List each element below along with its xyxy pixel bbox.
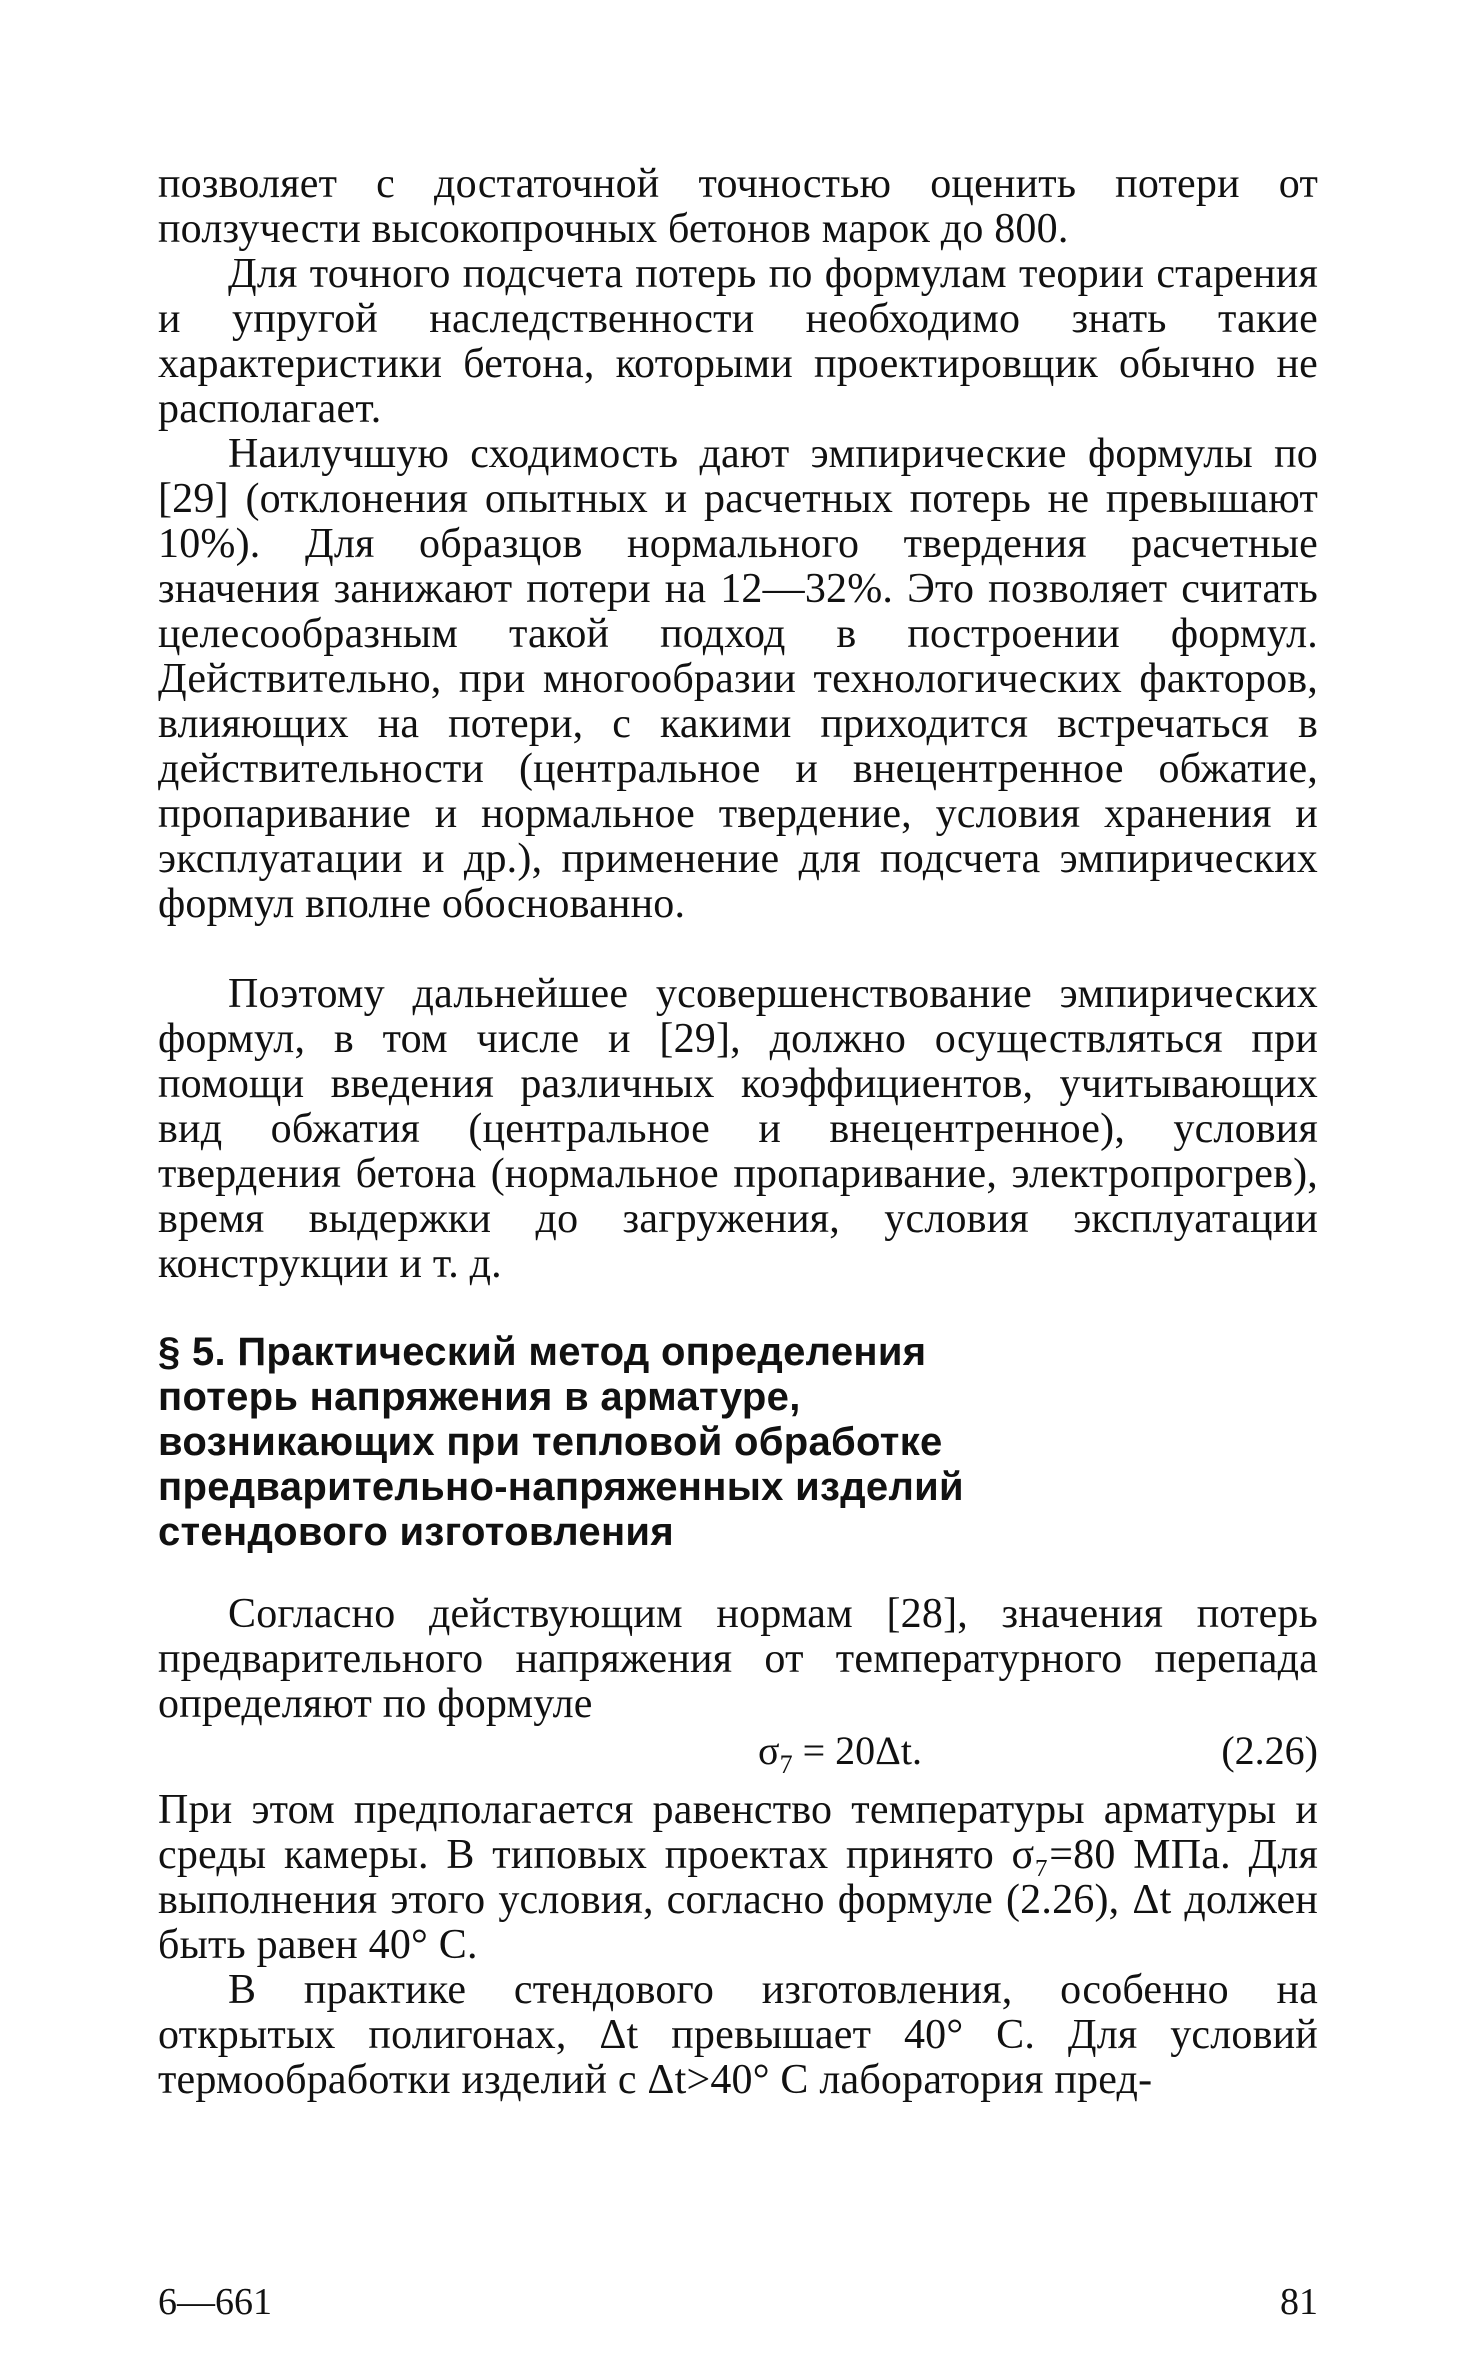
paragraph-aging-theory: Для точного подсчета потерь по формулам теории старения и упругой наследственности необходимо знать такие характеристики бетона, которыми проектировщик обычно не располагает.: [158, 251, 1318, 432]
section-heading-line: потерь напряжения в арматуре,: [158, 1375, 801, 1419]
formula-2-26: [158, 1727, 1318, 1777]
section-heading-line: предварительно-напряженных изделий: [158, 1465, 964, 1509]
formula-number: (2.26): [1221, 1728, 1318, 1773]
formula-rhs: = 20Δt.: [802, 1728, 922, 1773]
paragraph-practice: В практике стендового изготовления, особенно на открытых полигонах, Δt превышает 40° С. Для условий термообработки изделий с Δt>40° С лаборатория пред-: [158, 1967, 1318, 2103]
section-heading-line: § 5. Практический метод определения: [158, 1330, 927, 1374]
page-number: 81: [1280, 2281, 1318, 2323]
formula-expression: [758, 1727, 922, 1780]
paragraph-empirical-formulas: Наилучшую сходимость дают эмпирические формулы по [29] (отклонения опытных и расчетных потерь не превышают 10%). Для образцов нормального твердения расчетные значения занижают потери на 12—32%. Это позволяет считать целесообразным такой подход в построении формул. Действительно, при многообразии технологических факторов, влияющих на потери, с какими приходится встречаться в действительности (центральное и внецентренное обжатие, пропаривание и нормальное твердение, условия хранения и эксплуатации и др.), применение для подсчета эмпирических формул вполне обоснованно.: [158, 431, 1318, 927]
paragraph-norms: Согласно действующим нормам [28], значения потерь предварительного напряжения от температурного перепада определяют по формуле: [158, 1591, 1318, 1727]
paragraph-improvement: Поэтому дальнейшее усовершенствование эмпирических формул, в том числе и [29], должно осуществляться при помощи введения различных коэффициентов, учитывающих вид обжатия (центральное и внецентренное), условия твердения бетона (нормальное пропаривание, электропрогрев), время выдержки до загружения, условия эксплуатации конструкции и т. д.: [158, 971, 1318, 1287]
section-heading: [158, 1330, 1058, 1555]
formula-symbol: σ: [758, 1728, 780, 1773]
printer-signature: 6—661: [158, 2281, 272, 2323]
paragraph-assumption: При этом предполагается равенство температуры арматуры и среды камеры. В типовых проектах принято σ₇=80 МПа. Для выполнения этого условия, согласно формуле (2.26), Δt должен быть равен 40° С.: [158, 1787, 1318, 1968]
section-heading-line: стендового изготовления: [158, 1510, 674, 1554]
formula-subscript: 7: [779, 1750, 793, 1779]
section-heading-line: возникающих при тепловой обработке: [158, 1420, 943, 1464]
paragraph-continuation: позволяет с достаточной точностью оценить потери от ползучести высокопрочных бетонов марок до 800.: [158, 161, 1318, 252]
